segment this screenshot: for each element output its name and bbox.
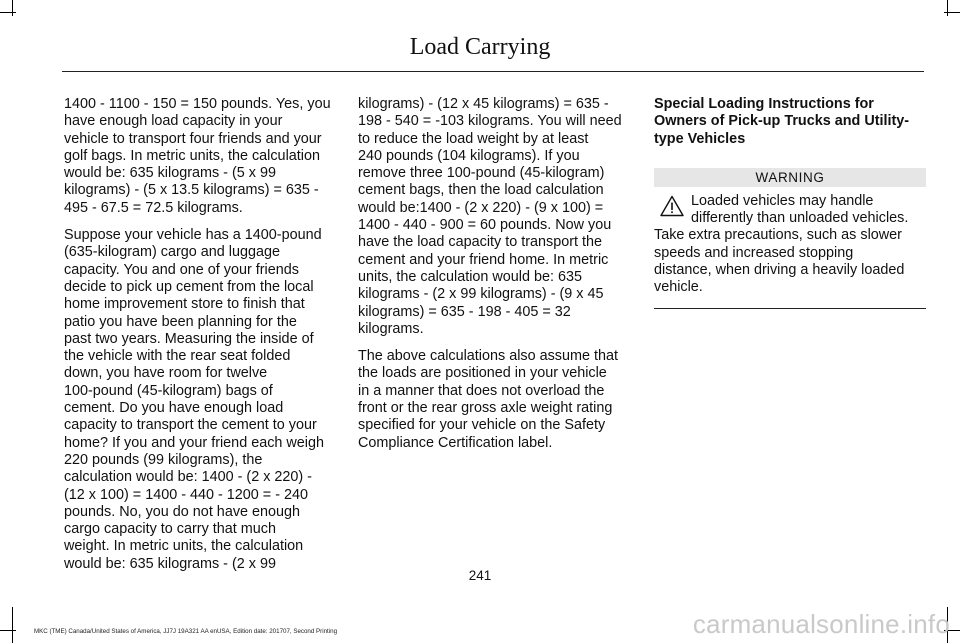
- text-line: capacity. You and one of your friends: [64, 261, 299, 278]
- text-line: patio you have been planning for the: [64, 313, 297, 330]
- text-line: kilograms) - (12 x 45 kilograms) = 635 -: [358, 96, 609, 112]
- text-line: 495 - 67.5 = 72.5 kilograms.: [64, 199, 243, 216]
- text-line: Compliance Certification label.: [358, 434, 553, 451]
- text-line: would be:1400 - (2 x 220) - (9 x 100) =: [358, 199, 604, 216]
- text-line: units, the calculation would be: 635: [358, 268, 583, 285]
- crop-mark: [12, 607, 13, 643]
- text-line: the vehicle with the rear seat folded: [64, 348, 291, 365]
- page-number: 241: [468, 568, 492, 583]
- text-line: have the load capacity to transport the: [358, 234, 602, 251]
- paragraph-capacity-example: [64, 96, 340, 217]
- crop-mark: [12, 0, 13, 16]
- edition-footer: MKC (TME) Canada/United States of America, JJ7J 19A321 AA enUSA, Edition date: 201707, Second Printing: [34, 628, 338, 635]
- text-line: to reduce the load weight by at least: [358, 130, 589, 147]
- heading-line: Owners of Pick-up Trucks and Utility-: [654, 113, 910, 130]
- text-line: remove three 100-pound (45-kilogram): [358, 165, 605, 182]
- text-line: capacity to transport the cement to your: [64, 417, 317, 434]
- text-line: down, you have room for twelve: [64, 365, 268, 382]
- heading-line: Special Loading Instructions for: [654, 96, 874, 112]
- warning-body: [654, 193, 926, 297]
- warning-line: differently than unloaded vehicles.: [691, 210, 909, 227]
- paragraph-axle-rating: [358, 348, 634, 452]
- header-divider: [62, 71, 924, 72]
- section-heading: [654, 96, 926, 148]
- text-line: have enough load capacity in your: [64, 113, 283, 130]
- text-line: front or the rear gross axle weight rating: [358, 400, 613, 417]
- crop-mark: [947, 0, 948, 16]
- text-line: The above calculations also assume that: [358, 348, 618, 365]
- text-line: 100-pound (45-kilogram) bags of: [64, 382, 273, 399]
- warning-line: distance, when driving a heavily loaded: [654, 262, 905, 279]
- text-line: pounds. No, you do not have enough: [64, 503, 301, 520]
- text-line: cement and your friend home. In metric: [358, 251, 609, 268]
- text-line: the loads are positioned in your vehicle: [358, 365, 607, 382]
- text-line: (635-kilogram) cargo and luggage: [64, 244, 280, 261]
- text-line: cargo capacity to carry that much: [64, 521, 276, 538]
- text-line: would be: 635 kilograms - (5 x 99: [64, 165, 276, 182]
- text-line: cement bags, then the load calculation: [358, 182, 604, 199]
- warning-line: Loaded vehicles may handle: [691, 192, 874, 209]
- column-left: [64, 96, 340, 583]
- heading-line: type Vehicles: [654, 130, 746, 147]
- text-line: weight. In metric units, the calculation: [64, 538, 304, 555]
- text-line: 1400 - 1100 - 150 = 150 pounds. Yes, you: [64, 96, 331, 112]
- column-right: [654, 96, 926, 309]
- text-line: cement. Do you have enough load: [64, 400, 284, 417]
- warning-divider: [654, 308, 926, 309]
- warning-label: WARNING: [654, 168, 926, 187]
- text-line: would be: 635 kilograms - (2 x 99: [64, 555, 276, 572]
- text-line: 198 - 540 = -103 kilograms. You will need: [358, 113, 622, 130]
- warning-line: vehicle.: [654, 279, 703, 296]
- text-line: home improvement store to finish that: [64, 296, 305, 313]
- text-line: kilograms) - (5 x 13.5 kilograms) = 635 -: [64, 182, 319, 199]
- watermark: carmanualsonline.info: [692, 609, 950, 639]
- text-line: vehicle to transport four friends and your: [64, 130, 322, 147]
- text-line: kilograms) = 635 - 198 - 405 = 32: [358, 303, 571, 320]
- crop-mark: [0, 630, 16, 631]
- text-line: golf bags. In metric units, the calculation: [64, 147, 320, 164]
- text-line: specified for your vehicle on the Safety: [358, 417, 606, 434]
- paragraph-reduce-load: [358, 96, 634, 338]
- text-line: 1400 - 440 - 900 = 60 pounds. Now you: [358, 217, 612, 234]
- page-title: Load Carrying: [409, 34, 551, 60]
- text-line: kilograms - (2 x 99 kilograms) - (9 x 45: [358, 286, 604, 303]
- warning-triangle-icon: [660, 195, 684, 217]
- text-line: kilograms.: [358, 320, 424, 337]
- warning-line: Take extra precautions, such as slower: [654, 227, 902, 244]
- text-line: 220 pounds (99 kilograms), the: [64, 451, 263, 468]
- paragraph-cement-example: [64, 227, 340, 573]
- text-line: Suppose your vehicle has a 1400-pound: [64, 227, 322, 244]
- text-line: decide to pick up cement from the local: [64, 278, 314, 295]
- warning-line: speeds and increased stopping: [654, 244, 854, 261]
- text-line: (12 x 100) = 1400 - 440 - 1200 = - 240: [64, 486, 309, 503]
- text-line: calculation would be: 1400 - (2 x 220) -: [64, 469, 312, 486]
- text-line: home? If you and your friend each weigh: [64, 434, 324, 451]
- crop-mark: [0, 12, 16, 13]
- column-middle: [358, 96, 634, 462]
- text-line: past two years. Measuring the inside of: [64, 330, 314, 347]
- text-line: 240 pounds (104 kilograms). If you: [358, 147, 580, 164]
- text-line: in a manner that does not overload the: [358, 382, 605, 399]
